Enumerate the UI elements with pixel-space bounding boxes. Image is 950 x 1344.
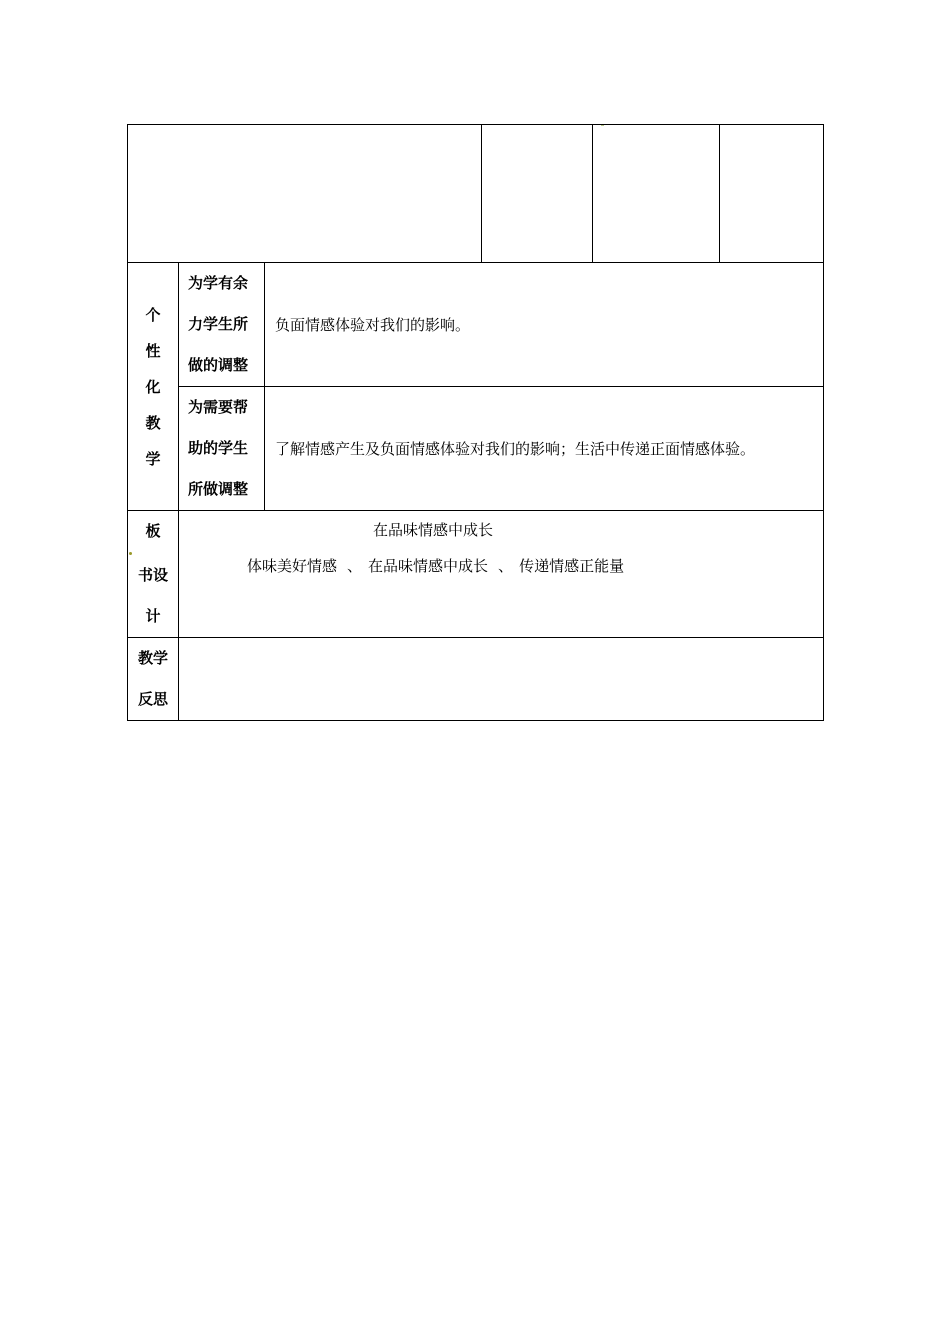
teaching-reflection-content: [179, 638, 824, 721]
support-students-content: 了解情感产生及负面情感体验对我们的影响；生活中传递正面情感体验。: [265, 387, 824, 511]
table-row-board-design: [128, 511, 824, 638]
table-row-personalized-support: [128, 387, 824, 511]
empty-cell: [482, 125, 593, 263]
label-line: 助的学生: [188, 439, 249, 457]
board-separator: 、: [347, 557, 363, 575]
board-title: 在品味情感中成长: [373, 521, 494, 539]
empty-cell: [593, 125, 720, 263]
board-item: 传递情感正能量: [519, 557, 625, 575]
label-line: 书设: [137, 566, 168, 584]
label-line: 计: [145, 607, 161, 625]
table-row-personalized-advanced: [128, 263, 824, 387]
board-design-content: [179, 511, 824, 638]
board-separator: 、: [498, 557, 514, 575]
lesson-plan-table: [127, 124, 824, 721]
empty-cell: [128, 125, 482, 263]
label-text: 板: [145, 522, 161, 540]
label-char: 性: [145, 341, 161, 360]
label-line: 反思: [137, 690, 168, 708]
board-items: [247, 555, 624, 576]
support-students-label: [179, 387, 265, 511]
label-line: 做的调整: [188, 356, 249, 374]
board-item: 体味美好情感: [247, 557, 338, 575]
empty-cell: [720, 125, 824, 263]
board-item: 在品味情感中成长: [368, 557, 489, 575]
advanced-students-label: [179, 263, 265, 387]
label-line: 为学有余: [188, 274, 249, 292]
table-row-reflection: [128, 638, 824, 721]
label-line: 教学: [137, 649, 168, 667]
label-char: 化: [145, 377, 161, 396]
label-line: 为需要帮: [188, 398, 249, 416]
label-char: 教: [145, 413, 161, 432]
table-row-top: [128, 125, 824, 263]
label-line: 力学生所: [188, 315, 249, 333]
label-char: 学: [145, 449, 161, 468]
board-design-label: [128, 511, 179, 638]
label-line: 所做调整: [188, 480, 249, 498]
advanced-students-content: 负面情感体验对我们的影响。: [265, 263, 824, 387]
label-line: [128, 511, 178, 555]
label-char: 个: [145, 305, 161, 324]
personalized-teaching-label: [128, 263, 179, 511]
teaching-reflection-label: [128, 638, 179, 721]
